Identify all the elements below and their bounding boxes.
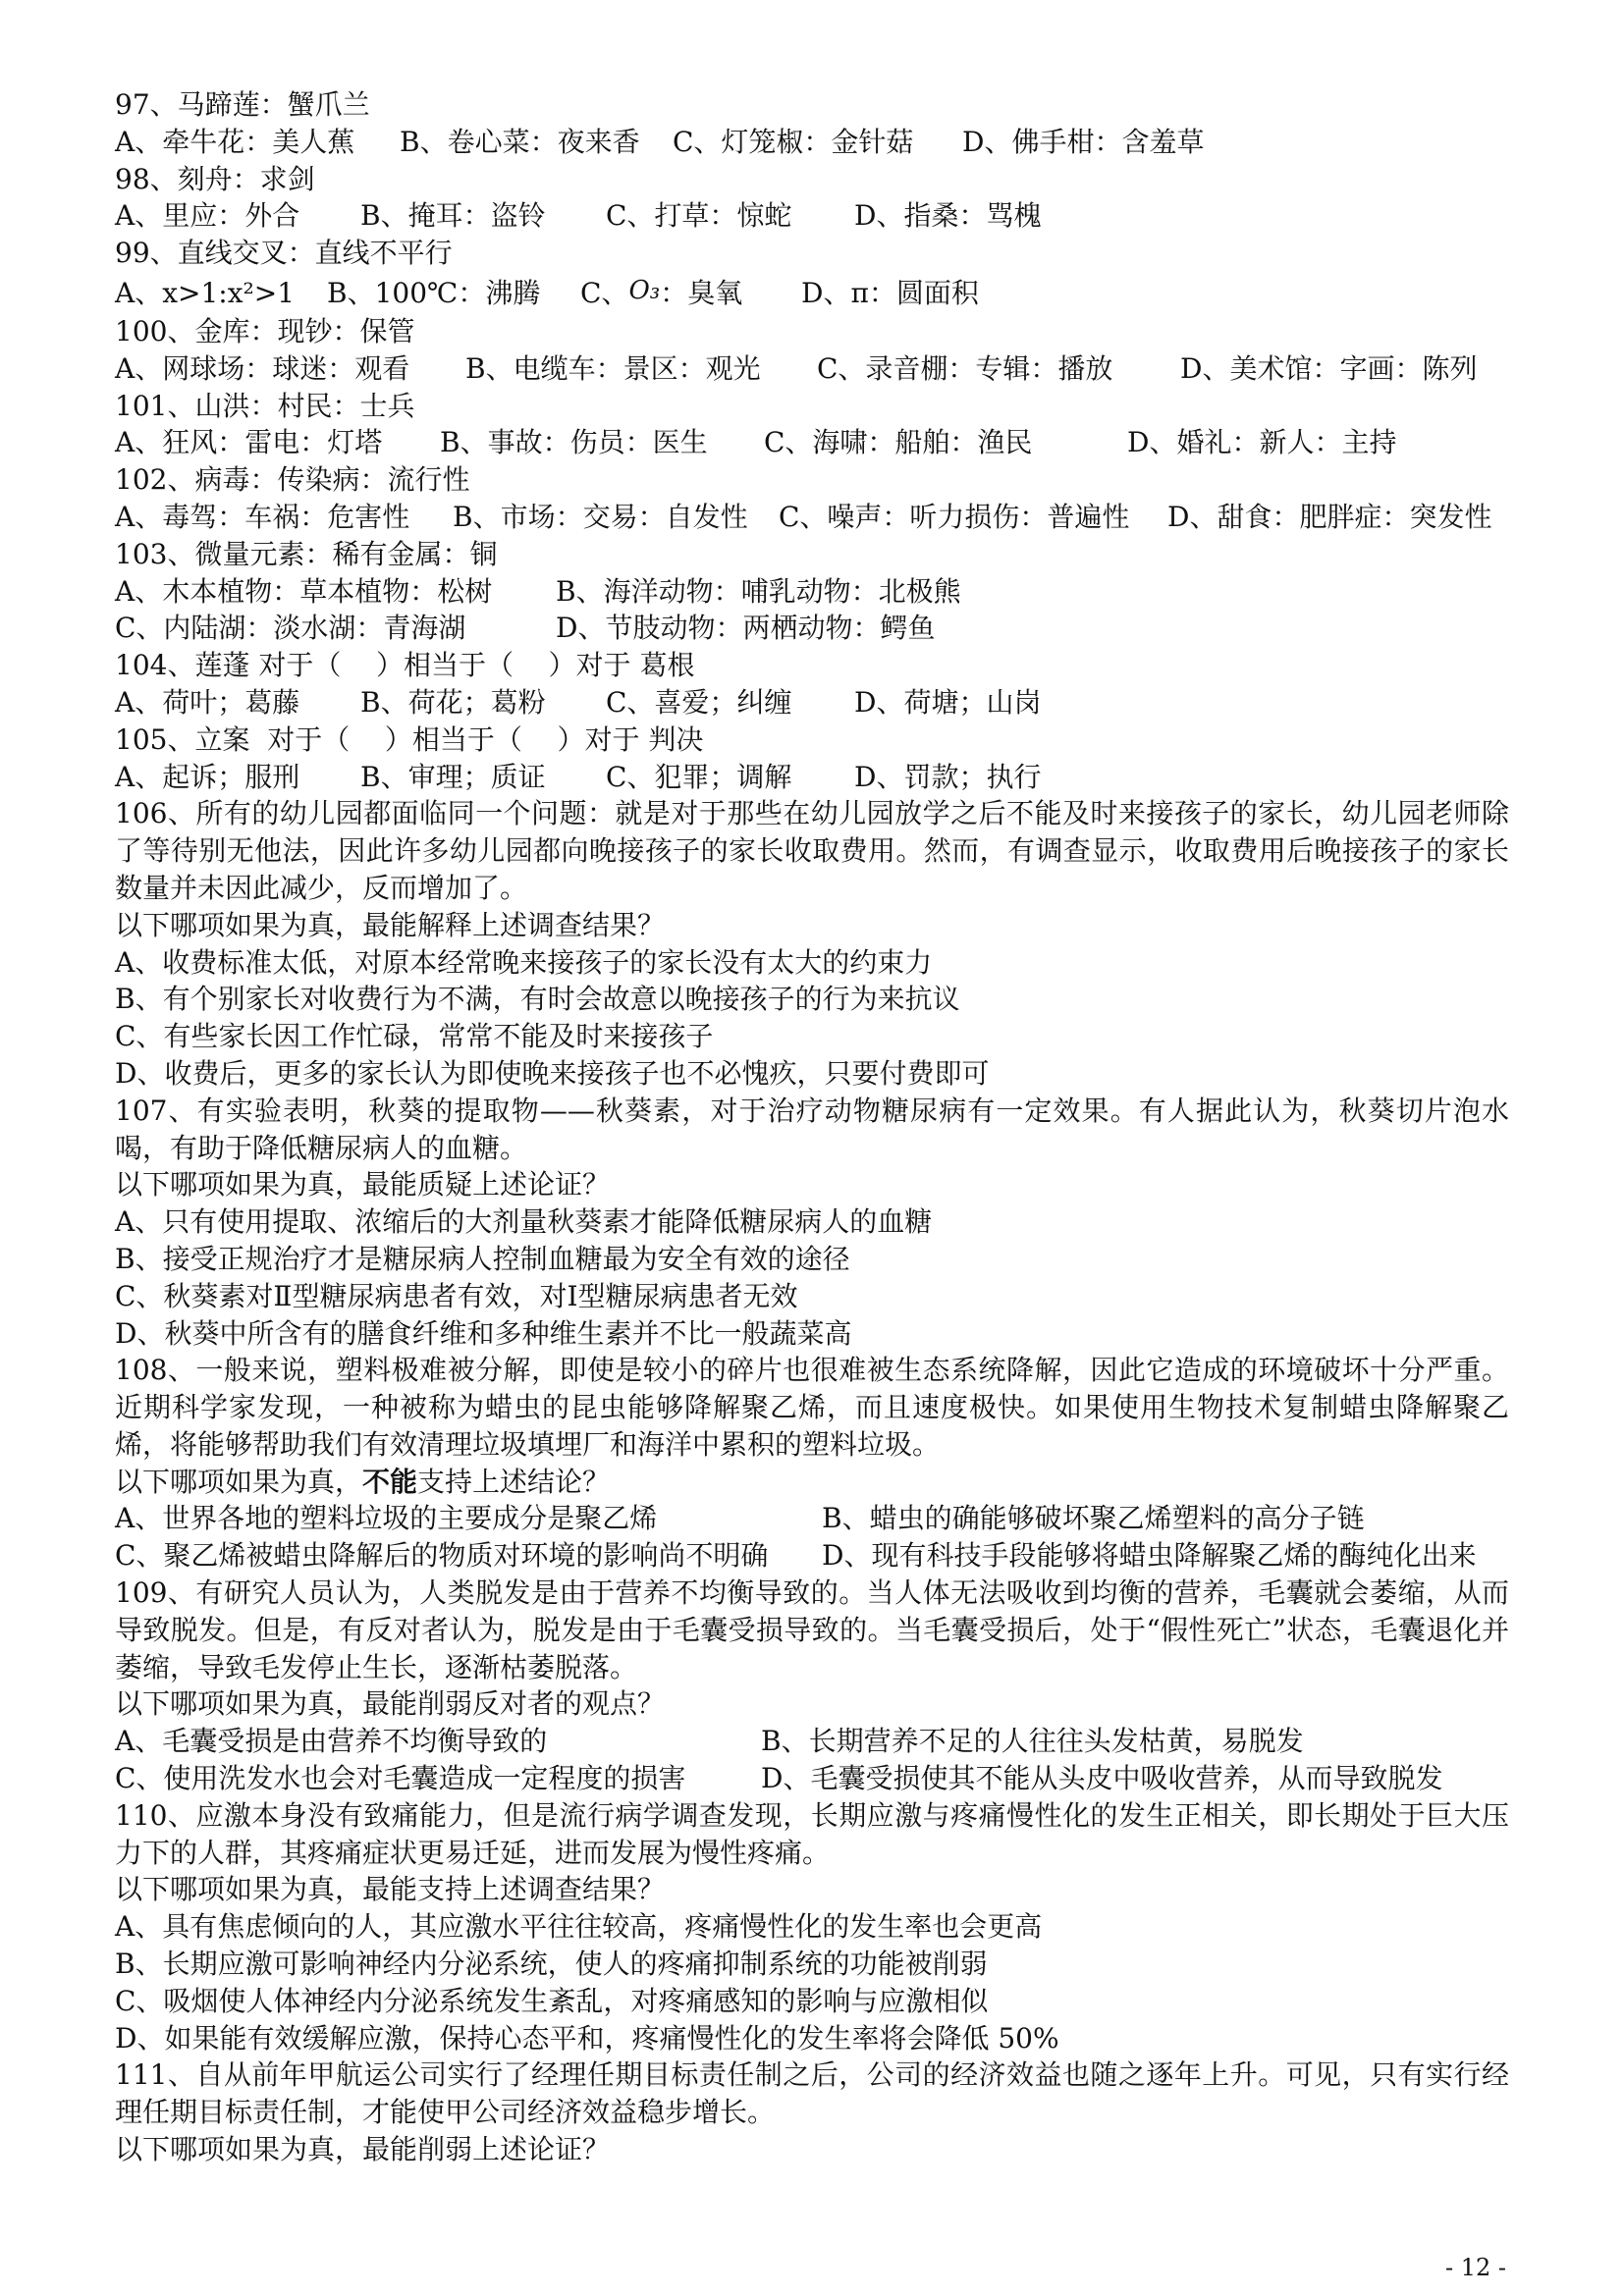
- question-100-options: [115, 350, 1509, 388]
- option-c: C、使用洗发水也会对毛囊造成一定程度的损害: [115, 1762, 686, 1795]
- option-c-suffix: ：臭氧: [660, 276, 743, 309]
- question-103-stem: 103、微量元素：稀有金属：铜: [115, 537, 498, 570]
- document-body: [115, 86, 1509, 2168]
- question-98-options: [115, 197, 1509, 235]
- option-d: D、π：圆面积: [801, 276, 979, 309]
- question-104-options: [115, 684, 1509, 721]
- option-d: D、美术馆：字画：陈列: [1180, 351, 1478, 385]
- option-c: C、噪声：听力损伤：普遍性: [779, 500, 1130, 533]
- option-c: C、海啸：船舶：渔民: [764, 426, 1033, 459]
- question-108-stem: 108、一般来说，塑料极难被分解，即使是较小的碎片也很难被生态系统降解，因此它造成的环境破坏十分严重。近期科学家发现，一种被称为蜡虫的昆虫能够降解聚乙烯，而且速度极快。如果使用生物技术复制蜡虫降解聚乙烯，将能够帮助我们有效清理垃圾填埋厂和海洋中累积的塑料垃圾。: [115, 1354, 1509, 1461]
- question-111-prompt: 以下哪项如果为真，最能削弱上述论证？: [115, 2133, 611, 2166]
- option-a: A、毛囊受损是由营养不均衡导致的: [115, 1725, 548, 1758]
- option-c: C、内陆湖：淡水湖：青海湖: [115, 612, 466, 645]
- option-b: B、掩耳：盗铃: [360, 199, 546, 233]
- question-106-stem: 106、所有的幼儿园都面临同一个问题：就是对于那些在幼儿园放学之后不能及时来接孩子的家长，幼儿园老师除了等待别无他法，因此许多幼儿园都向晚接孩子的家长收取费用。然而，有调查显示，收取费用后晚接孩子的家长数量并未因此减少，反而增加了。: [115, 797, 1509, 904]
- question-108-options-row1: [115, 1500, 1509, 1537]
- prompt-suffix: 支持上述结论？: [417, 1465, 611, 1498]
- question-97-stem: 97、马蹄莲：蟹爪兰: [115, 88, 370, 121]
- question-104-stem: 104、莲蓬 对于（ ）相当于（ ）对于 葛根: [115, 649, 695, 682]
- option-a: A、只有使用提取、浓缩后的大剂量秋葵素才能降低糖尿病人的血糖: [115, 1205, 933, 1239]
- option-d: D、荷塘；山岗: [854, 685, 1042, 719]
- option-a: A、木本植物：草本植物：松树: [115, 574, 493, 608]
- prompt-prefix: 以下哪项如果为真，: [115, 1465, 363, 1498]
- option-a: A、牵牛花：美人蕉: [115, 125, 355, 158]
- option-b: B、有个别家长对收费行为不满，有时会故意以晚接孩子的行为来抗议: [115, 983, 960, 1016]
- prompt-emphasis: 不能: [362, 1465, 418, 1498]
- option-b: B、接受正规治疗才是糖尿病人控制血糖最为安全有效的途径: [115, 1242, 850, 1275]
- question-106-prompt: 以下哪项如果为真，最能解释上述调查结果？: [115, 908, 666, 941]
- question-103-options-row1: [115, 573, 1509, 611]
- option-a: A、起诉；服刑: [115, 760, 300, 793]
- option-a: A、毒驾：车祸：危害性: [115, 500, 410, 533]
- option-c: C、喜爱；纠缠: [606, 685, 792, 719]
- question-98-stem: 98、刻舟：求剑: [115, 162, 315, 195]
- option-a: A、荷叶；葛藤: [115, 685, 300, 719]
- question-111-stem: 111、自从前年甲航运公司实行了经理任期目标责任制之后，公司的经济效益也随之逐年上升。可见，只有实行经理任期目标责任制，才能使甲公司经济效益稳步增长。: [115, 2058, 1509, 2129]
- option-d: D、如果能有效缓解应激，保持心态平和，疼痛慢性化的发生率将会降低 50%: [115, 2021, 1059, 2055]
- question-108-prompt: [115, 1464, 1509, 1501]
- option-c: C、灯笼椒：金针菇: [673, 125, 914, 158]
- option-c: C、犯罪；调解: [606, 760, 792, 793]
- option-d: D、甜食：肥胖症：突发性: [1167, 500, 1492, 533]
- question-109-options-row2: [115, 1760, 1509, 1797]
- option-d: D、节肢动物：两栖动物：鳄鱼: [556, 612, 936, 645]
- option-b: B、海洋动物：哺乳动物：北极熊: [556, 574, 961, 608]
- option-d: D、现有科技手段能够将蜡虫降解聚乙烯的酶纯化出来: [822, 1539, 1477, 1573]
- option-d: D、罚款；执行: [854, 760, 1042, 793]
- question-102-options: [115, 499, 1509, 536]
- question-105-stem: 105、立案 对于（ ）相当于（ ）对于 判决: [115, 722, 704, 756]
- option-c: C、秋葵素对Ⅱ型糖尿病患者有效，对Ⅰ型糖尿病患者无效: [115, 1279, 798, 1312]
- page-number: - 12 -: [1444, 2254, 1506, 2281]
- ozone-formula: O₃: [628, 275, 661, 305]
- option-c: C、吸烟使人体神经内分泌系统发生紊乱，对疼痛感知的影响与应激相似: [115, 1984, 989, 2017]
- option-b: B、长期营养不足的人往往头发枯黄，易脱发: [761, 1725, 1304, 1758]
- option-c-prefix: C、: [580, 276, 629, 309]
- option-a: A、网球场：球迷：观看: [115, 351, 410, 385]
- question-110-stem: 110、应激本身没有致痛能力，但是流行病学调查发现，长期应激与疼痛慢性化的发生正相关，即长期处于巨大压力下的人群，其疼痛症状更易迁延，进而发展为慢性疼痛。: [115, 1798, 1509, 1869]
- question-99-options: [115, 272, 1509, 313]
- question-109-prompt: 以下哪项如果为真，最能削弱反对者的观点？: [115, 1687, 666, 1721]
- question-108-options-row2: [115, 1537, 1509, 1575]
- option-d: D、指桑：骂槐: [854, 199, 1042, 233]
- option-c: C、打草：惊蛇: [606, 199, 792, 233]
- question-107-stem: 107、有实验表明，秋葵的提取物——秋葵素，对于治疗动物糖尿病有一定效果。有人据此认为，秋葵切片泡水喝，有助于降低糖尿病人的血糖。: [115, 1094, 1509, 1164]
- option-b: B、蜡虫的确能够破坏聚乙烯塑料的高分子链: [822, 1502, 1365, 1535]
- option-b: B、电缆车：景区：观光: [465, 351, 761, 385]
- option-c: C、录音棚：专辑：播放: [817, 351, 1113, 385]
- option-a: A、世界各地的塑料垃圾的主要成分是聚乙烯: [115, 1502, 658, 1535]
- option-b: B、市场：交易：自发性: [453, 500, 748, 533]
- option-a: A、具有焦虑倾向的人，其应激水平往往较高，疼痛慢性化的发生率也会更高: [115, 1910, 1043, 1944]
- question-101-stem: 101、山洪：村民：士兵: [115, 389, 415, 422]
- question-101-options: [115, 424, 1509, 461]
- option-d: D、收费后，更多的家长认为即使晚来接孩子也不必愧疚，只要付费即可: [115, 1056, 990, 1090]
- option-b: B、长期应激可影响神经内分泌系统，使人的疼痛抑制系统的功能被削弱: [115, 1948, 988, 1981]
- option-c: C、聚乙烯被蜡虫降解后的物质对环境的影响尚不明确: [115, 1539, 769, 1573]
- question-102-stem: 102、病毒：传染病：流行性: [115, 463, 470, 497]
- question-109-stem: 109、有研究人员认为，人类脱发是由于营养不均衡导致的。当人体无法吸收到均衡的营养，毛囊就会萎缩，从而导致脱发。但是，有反对者认为，脱发是由于毛囊受损导致的。当毛囊受损后，处于“假性死亡”状态，毛囊退化并萎缩，导致毛发停止生长，逐渐枯萎脱落。: [115, 1576, 1509, 1683]
- question-109-options-row1: [115, 1723, 1509, 1760]
- option-b: B、卷心菜：夜来香: [400, 125, 640, 158]
- option-b: B、100℃：沸腾: [327, 276, 541, 309]
- option-a: A、里应：外合: [115, 199, 300, 233]
- question-107-prompt: 以下哪项如果为真，最能质疑上述论证？: [115, 1168, 611, 1201]
- option-b: B、事故：伤员：医生: [440, 426, 708, 459]
- option-d: D、婚礼：新人：主持: [1127, 426, 1397, 459]
- question-105-options: [115, 759, 1509, 796]
- option-b: B、荷花；葛粉: [360, 685, 546, 719]
- question-99-stem: 99、直线交叉：直线不平行: [115, 237, 453, 270]
- question-110-prompt: 以下哪项如果为真，最能支持上述调查结果？: [115, 1873, 666, 1906]
- option-d: D、毛囊受损使其不能从头皮中吸收营养，从而导致脱发: [761, 1762, 1443, 1795]
- option-b: B、审理；质证: [360, 760, 546, 793]
- option-a: A、狂风：雷电：灯塔: [115, 426, 383, 459]
- option-c: [580, 272, 801, 313]
- question-103-options-row2: [115, 610, 1509, 647]
- option-c: C、有些家长因工作忙碌，常常不能及时来接孩子: [115, 1020, 714, 1053]
- question-100-stem: 100、金库：现钞：保管: [115, 314, 415, 347]
- option-a: A、x>1:x²>1: [115, 276, 296, 309]
- option-d: D、秋葵中所含有的膳食纤维和多种维生素并不比一般蔬菜高: [115, 1316, 852, 1350]
- question-97-options: [115, 124, 1509, 161]
- option-a: A、收费标准太低，对原本经常晚来接孩子的家长没有太大的约束力: [115, 945, 933, 979]
- option-d: D、佛手柑：含羞草: [962, 125, 1205, 158]
